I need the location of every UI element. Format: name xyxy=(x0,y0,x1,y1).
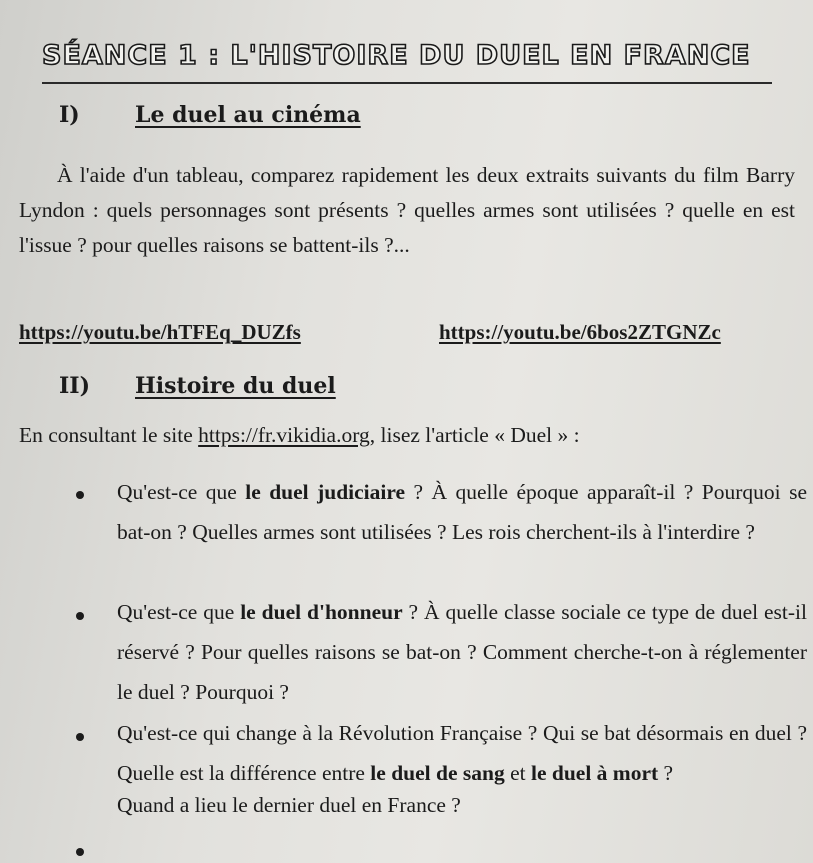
question-1-text-b: ? À quelle époque apparaît-il ? Pourquoi se bat-on ? Quelles armes sont utilisées ? Les rois cherchent-ils à l'interdire ? xyxy=(117,480,808,544)
question-3-bold-2: le duel à mort xyxy=(530,761,659,785)
question-4 xyxy=(117,790,807,820)
question-3 xyxy=(117,713,807,793)
video-link-2[interactable]: https://youtu.be/6bos2ZTGNZc xyxy=(439,320,721,344)
vikidia-link[interactable]: https://fr.vikidia.org xyxy=(198,423,370,447)
section-1-label: Le duel au cinéma xyxy=(135,102,361,128)
question-1-bold: le duel judiciaire xyxy=(245,480,406,504)
section-1-number: I) xyxy=(59,102,80,128)
page-title: SÉANCE 1 : L'HISTOIRE DU DUEL EN FRANCE xyxy=(42,40,751,71)
bullet-icon xyxy=(76,612,84,620)
question-3-text-b: et xyxy=(504,761,531,785)
question-2 xyxy=(117,592,807,712)
bullet-icon xyxy=(76,733,84,741)
bullet-icon xyxy=(76,848,84,856)
section-1-heading xyxy=(59,102,361,128)
question-2-text-a: Qu'est-ce que xyxy=(117,600,241,624)
question-2-bold: le duel d'honneur xyxy=(240,600,403,624)
question-3-text-a: Qu'est-ce qui change à la Révolution Française ? Qui se bat désormais en duel ? Quelle est la différence entre xyxy=(117,721,807,785)
intro-text-before: En consultant le site xyxy=(19,423,199,447)
question-4-text: Quand a lieu le dernier duel en France ? xyxy=(117,793,461,817)
bullet-icon xyxy=(76,491,84,499)
section-1-paragraph: À l'aide d'un tableau, comparez rapidement les deux extraits suivants du film Barry Lyndon : quels personnages sont présents ? quelles armes sont utilisées ? quelle en est l'issue ? pour quelles raisons se battent-ils ?... xyxy=(19,163,795,257)
intro-text-after: , lisez l'article « Duel » : xyxy=(369,423,580,447)
section-2-label: Histoire du duel xyxy=(135,373,336,399)
question-3-bold-1: le duel de sang xyxy=(370,761,505,785)
question-1-text-a: Qu'est-ce que xyxy=(117,480,246,504)
video-link-1[interactable]: https://youtu.be/hTFEq_DUZfs xyxy=(19,320,301,344)
section-2-intro xyxy=(19,423,809,448)
question-1 xyxy=(117,472,807,552)
video-links xyxy=(19,320,799,345)
question-3-text-c: ? xyxy=(658,761,674,785)
section-2-number: II) xyxy=(59,373,90,399)
question-2-text-b: ? À quelle classe sociale ce type de duel est-il réservé ? Pour quelles raisons se bat-on ? Comment cherche-t-on à réglementer le duel ? Pourquoi ? xyxy=(117,600,808,704)
title-underline xyxy=(42,82,772,84)
section-2-heading xyxy=(59,373,336,399)
